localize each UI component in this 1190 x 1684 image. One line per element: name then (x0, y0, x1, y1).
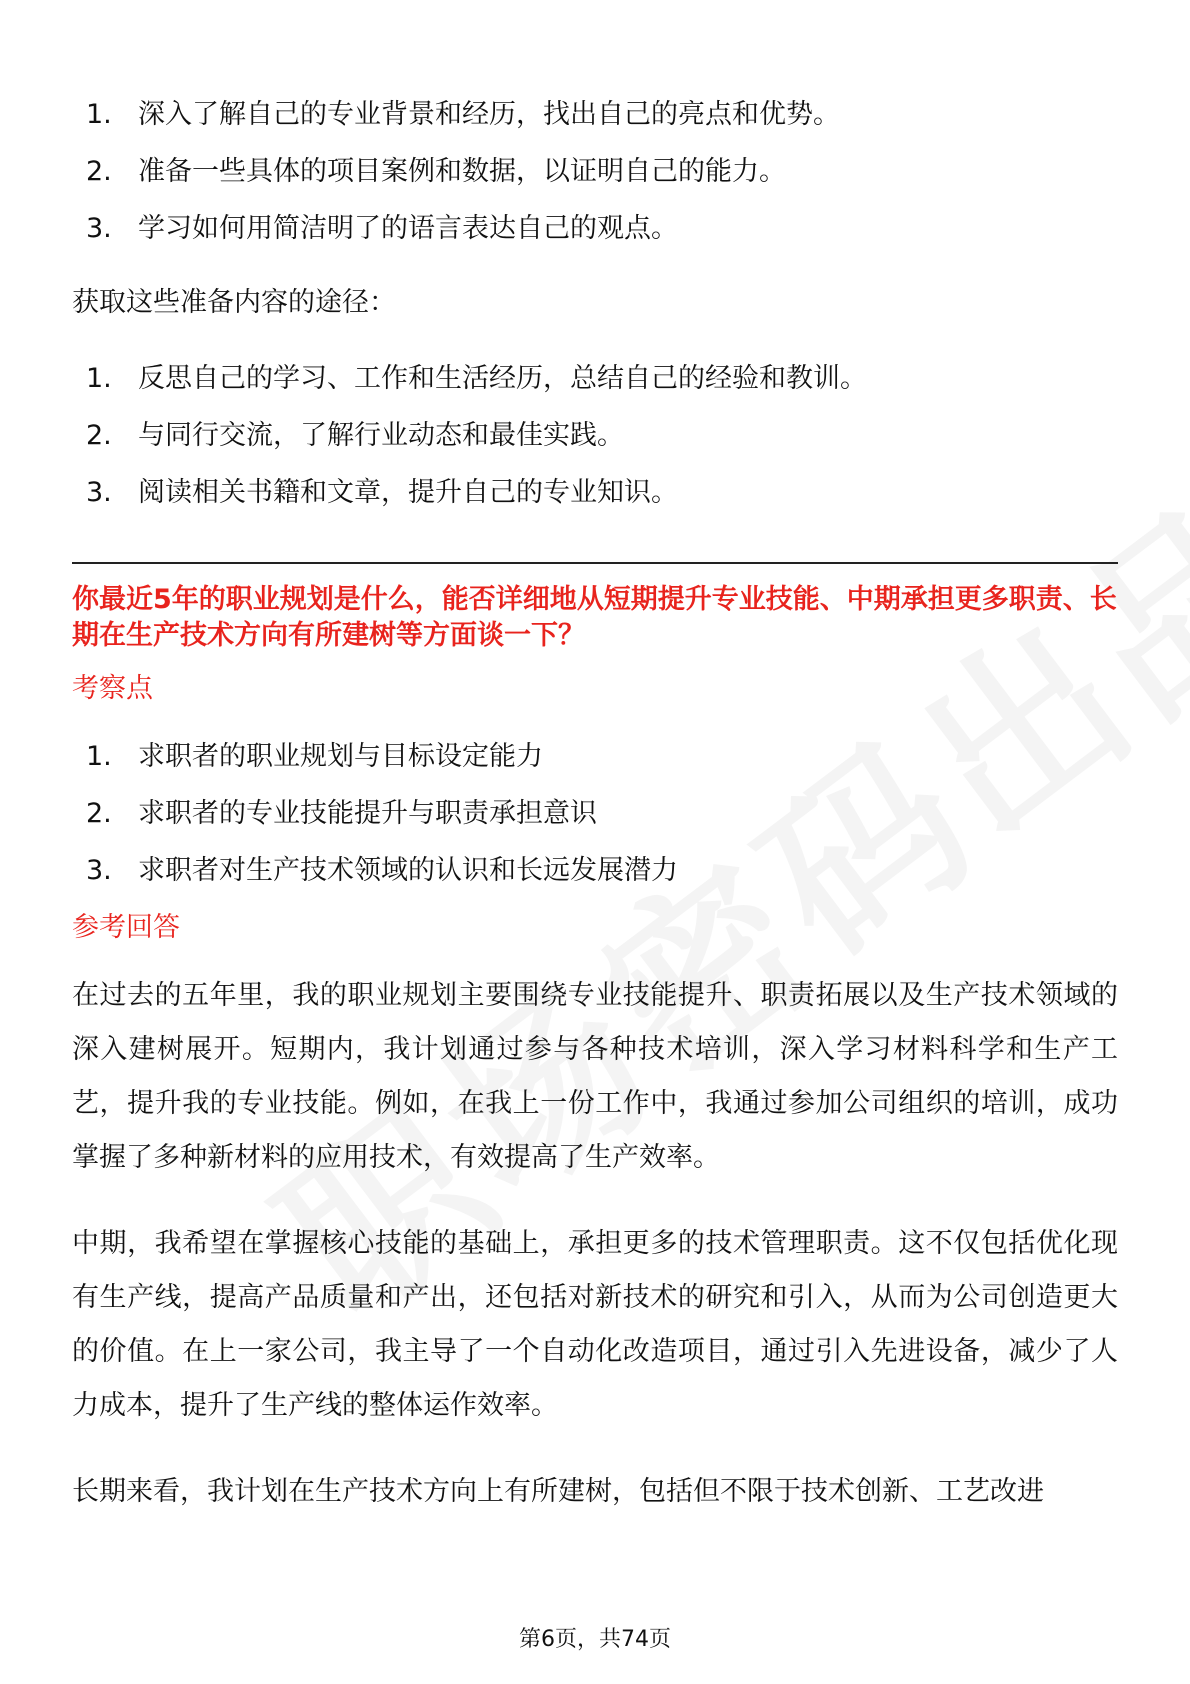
list-number: 2. (86, 156, 112, 187)
list-item (72, 210, 1118, 248)
list-text: 阅读相关书籍和文章，提升自己的专业知识。 (138, 477, 678, 508)
answer-paragraph: 在过去的五年里，我的职业规划主要围绕专业技能提升、职责拓展以及生产技术领域的深入建树展开。短期内，我计划通过参与各种技术培训，深入学习材料科学和生产工艺，提升我的专业技能。例如，在我上一份工作中，我通过参加公司组织的培训，成功掌握了多种新材料的应用技术，有效提高了生产效率。 (72, 980, 1118, 1173)
list-item (72, 852, 1118, 890)
list-number: 1. (86, 741, 112, 772)
list-text: 与同行交流，了解行业动态和最佳实践。 (138, 420, 624, 451)
list-text: 学习如何用简洁明了的语言表达自己的观点。 (138, 213, 678, 244)
list-item (72, 474, 1118, 512)
list-text: 准备一些具体的项目案例和数据，以证明自己的能力。 (138, 156, 786, 187)
ways-label: 获取这些准备内容的途径： (72, 287, 396, 318)
list-item (72, 96, 1118, 134)
preparation-list (72, 96, 1118, 248)
page-content (72, 96, 1118, 1551)
list-number: 3. (86, 213, 112, 244)
list-text: 求职者的专业技能提升与职责承担意识 (138, 798, 597, 829)
page-number: 第6页，共74页 (519, 1627, 671, 1652)
list-number: 3. (86, 477, 112, 508)
list-item (72, 153, 1118, 191)
section-divider (72, 562, 1118, 564)
ways-list (72, 360, 1118, 512)
answer-paragraph: 长期来看，我计划在生产技术方向上有所建树，包括但不限于技术创新、工艺改进 (72, 1476, 1044, 1507)
list-item (72, 795, 1118, 833)
exam-points-list (72, 738, 1118, 890)
list-number: 2. (86, 798, 112, 829)
reference-answer-heading: 参考回答 (72, 912, 180, 943)
list-item (72, 417, 1118, 455)
list-number: 1. (86, 363, 112, 394)
answer-paragraph: 中期，我希望在掌握核心技能的基础上，承担更多的技术管理职责。这不仅包括优化现有生产线，提高产品质量和产出，还包括对新技术的研究和引入，从而为公司创造更大的价值。在上一家公司，我主导了一个自动化改造项目，通过引入先进设备，减少了人力成本，提升了生产线的整体运作效率。 (72, 1228, 1118, 1421)
interview-question: 你最近5年的职业规划是什么，能否详细地从短期提升专业技能、中期承担更多职责、长期在生产技术方向有所建树等方面谈一下？ (72, 584, 1117, 651)
list-item (72, 738, 1118, 776)
list-number: 1. (86, 99, 112, 130)
list-text: 深入了解自己的专业背景和经历，找出自己的亮点和优势。 (138, 99, 840, 130)
list-text: 求职者的职业规划与目标设定能力 (138, 741, 543, 772)
list-number: 3. (86, 855, 112, 886)
list-item (72, 360, 1118, 398)
list-text: 反思自己的学习、工作和生活经历，总结自己的经验和教训。 (138, 363, 867, 394)
exam-points-heading: 考察点 (72, 673, 153, 704)
list-text: 求职者对生产技术领域的认识和长远发展潜力 (138, 855, 678, 886)
list-number: 2. (86, 420, 112, 451)
